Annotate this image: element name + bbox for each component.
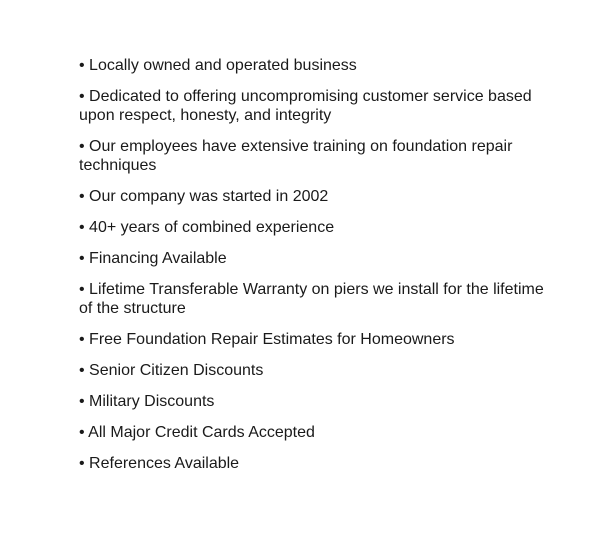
feature-item: • Senior Citizen Discounts (79, 362, 264, 379)
feature-item: • Dedicated to offering uncompromising customer service based upon respect, honesty, and integrity (79, 88, 532, 124)
feature-item: • 40+ years of combined experience (79, 219, 335, 236)
feature-item: • All Major Credit Cards Accepted (79, 424, 315, 441)
feature-item: • Our company was started in 2002 (79, 188, 329, 205)
feature-item: • Military Discounts (79, 393, 215, 410)
feature-item: • Locally owned and operated business (79, 57, 357, 74)
feature-item: • Our employees have extensive training on foundation repair techniques (79, 138, 513, 174)
feature-item: • Lifetime Transferable Warranty on piers we install for the lifetime of the structure (79, 281, 544, 317)
feature-item: • Financing Available (79, 250, 227, 267)
feature-list (79, 56, 559, 473)
feature-item: • Free Foundation Repair Estimates for Homeowners (79, 331, 455, 348)
feature-item: • References Available (79, 455, 240, 472)
